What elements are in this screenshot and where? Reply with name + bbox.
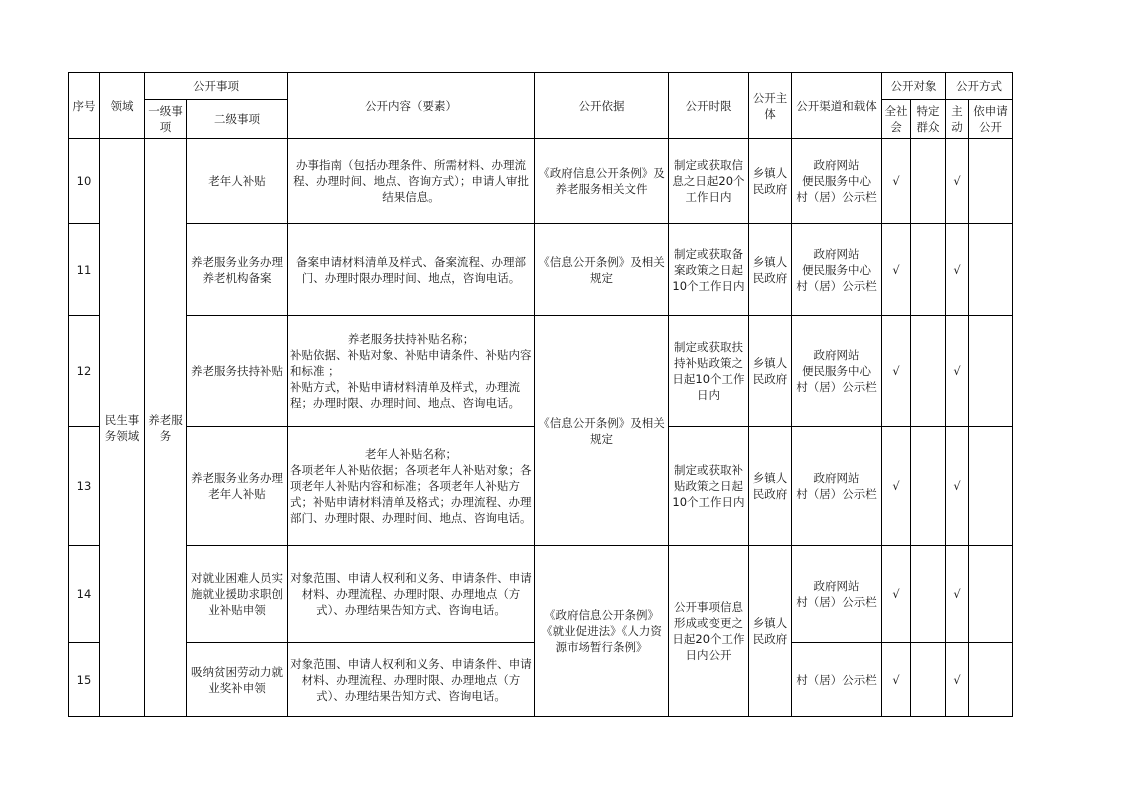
- channel-cell: [792, 316, 882, 427]
- channel-line: 村（居）公示栏: [796, 595, 877, 609]
- content-line: 补贴方式，补贴申请材料清单及样式，办理流程；办理时限、办理时间、地点、咨询电话。: [290, 380, 520, 410]
- check-mark: √: [946, 427, 969, 546]
- channel-line: 村（居）公示栏: [796, 672, 877, 687]
- content-cell: [288, 316, 535, 427]
- empty-cell: [969, 546, 1013, 643]
- content-line: 补贴依据、补贴对象、补贴申请条件、补贴内容和标准 ；: [290, 348, 532, 378]
- check-mark: √: [882, 316, 911, 427]
- content-cell: 对象范围、申请人权利和义务、申请条件、申请材料、办理流程、办理时限、办理地点（方式）、办理结果告知方式、咨询电话。: [288, 546, 535, 643]
- channel-line: 政府网站: [813, 348, 860, 362]
- domain-cell: 民生事务领域: [100, 139, 145, 717]
- check-mark: √: [946, 316, 969, 427]
- channel-line: 政府网站: [813, 246, 860, 261]
- row-seq: 13: [69, 427, 100, 546]
- subject-cell: 乡镇人民政府: [749, 139, 792, 224]
- empty-cell: [969, 224, 1013, 316]
- content-line: 各项老年人补贴依据；各项老年人补贴对象；各项老年人补贴内容和标准；各项老年人补贴方式；补贴申请材料清单及格式；办理流程、办理部门、办理时限、办理时间、地点、咨询电话。: [290, 463, 532, 525]
- row-seq: 12: [69, 316, 100, 427]
- subject-cell: 乡镇人民政府: [749, 316, 792, 427]
- header-method-apply: 依申请公开: [969, 100, 1013, 139]
- level2-cell: 养老服务业务办理老年人补贴: [187, 427, 288, 546]
- empty-cell: [911, 139, 946, 224]
- header-target-all: 全社会: [882, 100, 911, 139]
- level2-cell: 对就业困难人员实施就业援助求职创业补贴申领: [187, 546, 288, 643]
- header-channel: 公开渠道和载体: [792, 73, 882, 139]
- check-mark: √: [882, 546, 911, 643]
- empty-cell: [969, 427, 1013, 546]
- content-cell: 对象范围、申请人权利和义务、申请条件、申请材料、办理流程、办理时限、办理地点（方式）、办理结果告知方式、咨询电话。: [288, 643, 535, 717]
- empty-cell: [911, 427, 946, 546]
- deadline-cell: 制定或获取备案政策之日起10个工作日内: [669, 224, 749, 316]
- subject-cell: 乡镇人民政府: [749, 427, 792, 546]
- disclosure-table: [68, 72, 1013, 717]
- channel-line: 村（居）公示栏: [796, 380, 877, 394]
- level2-cell: 养老服务业务办理养老机构备案: [187, 224, 288, 316]
- channel-line: 村（居）公示栏: [796, 278, 877, 293]
- basis-cell: 《政府信息公开条例》及养老服务相关文件: [535, 139, 669, 224]
- subject-cell: 乡镇人民政府: [749, 224, 792, 316]
- deadline-cell: 公开事项信息形成或变更之日起20个工作日内公开: [669, 546, 749, 717]
- empty-cell: [969, 316, 1013, 427]
- header-level2: 二级事项: [187, 100, 288, 139]
- empty-cell: [911, 546, 946, 643]
- content-line: 养老服务扶持补贴名称；: [347, 332, 475, 346]
- header-deadline: 公开时限: [669, 73, 749, 139]
- row-seq: 14: [69, 546, 100, 643]
- channel-cell: [792, 224, 882, 316]
- row-seq: 11: [69, 224, 100, 316]
- empty-cell: [911, 224, 946, 316]
- row-seq: 15: [69, 643, 100, 717]
- basis-cell: 《信息公开条例》及相关规定: [535, 316, 669, 546]
- check-mark: √: [882, 224, 911, 316]
- empty-cell: [911, 643, 946, 717]
- channel-cell: [792, 546, 882, 643]
- check-mark: √: [882, 427, 911, 546]
- header-method-active: 主动: [946, 100, 969, 139]
- basis-cell: 《信息公开条例》及相关规定: [535, 224, 669, 316]
- check-mark: √: [882, 139, 911, 224]
- channel-line: 政府网站: [813, 158, 860, 172]
- header-target-specific: 特定群众: [911, 100, 946, 139]
- check-mark: √: [882, 643, 911, 717]
- subject-cell: 乡镇人民政府: [749, 546, 792, 717]
- header-subject: 公开主体: [749, 73, 792, 139]
- channel-line: 便民服务中心: [802, 262, 871, 277]
- empty-cell: [969, 139, 1013, 224]
- empty-cell: [911, 316, 946, 427]
- level2-cell: 老年人补贴: [187, 139, 288, 224]
- table-row: [69, 316, 1013, 427]
- header-level1: 一级事项: [145, 100, 187, 139]
- empty-cell: [969, 643, 1013, 717]
- channel-line: 便民服务中心: [802, 364, 871, 378]
- check-mark: √: [946, 546, 969, 643]
- content-cell: 办事指南（包括办理条件、所需材料、办理流程、办理时间、地点、咨询方式）；申请人审批结果信息。: [288, 139, 535, 224]
- header-items: 公开事项: [145, 73, 288, 100]
- deadline-cell: 制定或获取扶持补贴政策之日起10个工作日内: [669, 316, 749, 427]
- channel-line: 政府网站: [813, 579, 860, 593]
- header-seq: 序号: [69, 73, 100, 139]
- header-basis: 公开依据: [535, 73, 669, 139]
- check-mark: √: [946, 139, 969, 224]
- header-domain: 领域: [100, 73, 145, 139]
- header-method: 公开方式: [946, 73, 1013, 100]
- channel-line: 便民服务中心: [802, 174, 871, 188]
- check-mark: √: [946, 643, 969, 717]
- content-line: 老年人补贴名称；: [365, 447, 457, 461]
- table-row: [69, 546, 1013, 643]
- channel-cell: [792, 427, 882, 546]
- content-cell: [288, 427, 535, 546]
- level1-cell: 养老服务: [145, 139, 187, 717]
- content-cell: 备案申请材料清单及样式、备案流程、办理部门、办理时限办理时间、地点，咨询电话。: [288, 224, 535, 316]
- header-content: 公开内容（要素）: [288, 73, 535, 139]
- basis-cell: 《政府信息公开条例》《就业促进法》《人力资源市场暂行条例》: [535, 546, 669, 717]
- channel-cell: [792, 139, 882, 224]
- channel-line: 政府网站: [813, 471, 860, 485]
- level2-cell: 养老服务扶持补贴: [187, 316, 288, 427]
- check-mark: √: [946, 224, 969, 316]
- header-target: 公开对象: [882, 73, 946, 100]
- row-seq: 10: [69, 139, 100, 224]
- table-row: [69, 139, 1013, 224]
- channel-line: 村（居）公示栏: [796, 487, 877, 501]
- deadline-cell: 制定或获取补贴政策之日起10个工作日内: [669, 427, 749, 546]
- channel-cell: [792, 643, 882, 717]
- level2-cell: 吸纳贫困劳动力就业奖补申领: [187, 643, 288, 717]
- channel-line: 村（居）公示栏: [796, 190, 877, 204]
- deadline-cell: 制定或获取信息之日起20个工作日内: [669, 139, 749, 224]
- table-row: [69, 224, 1013, 316]
